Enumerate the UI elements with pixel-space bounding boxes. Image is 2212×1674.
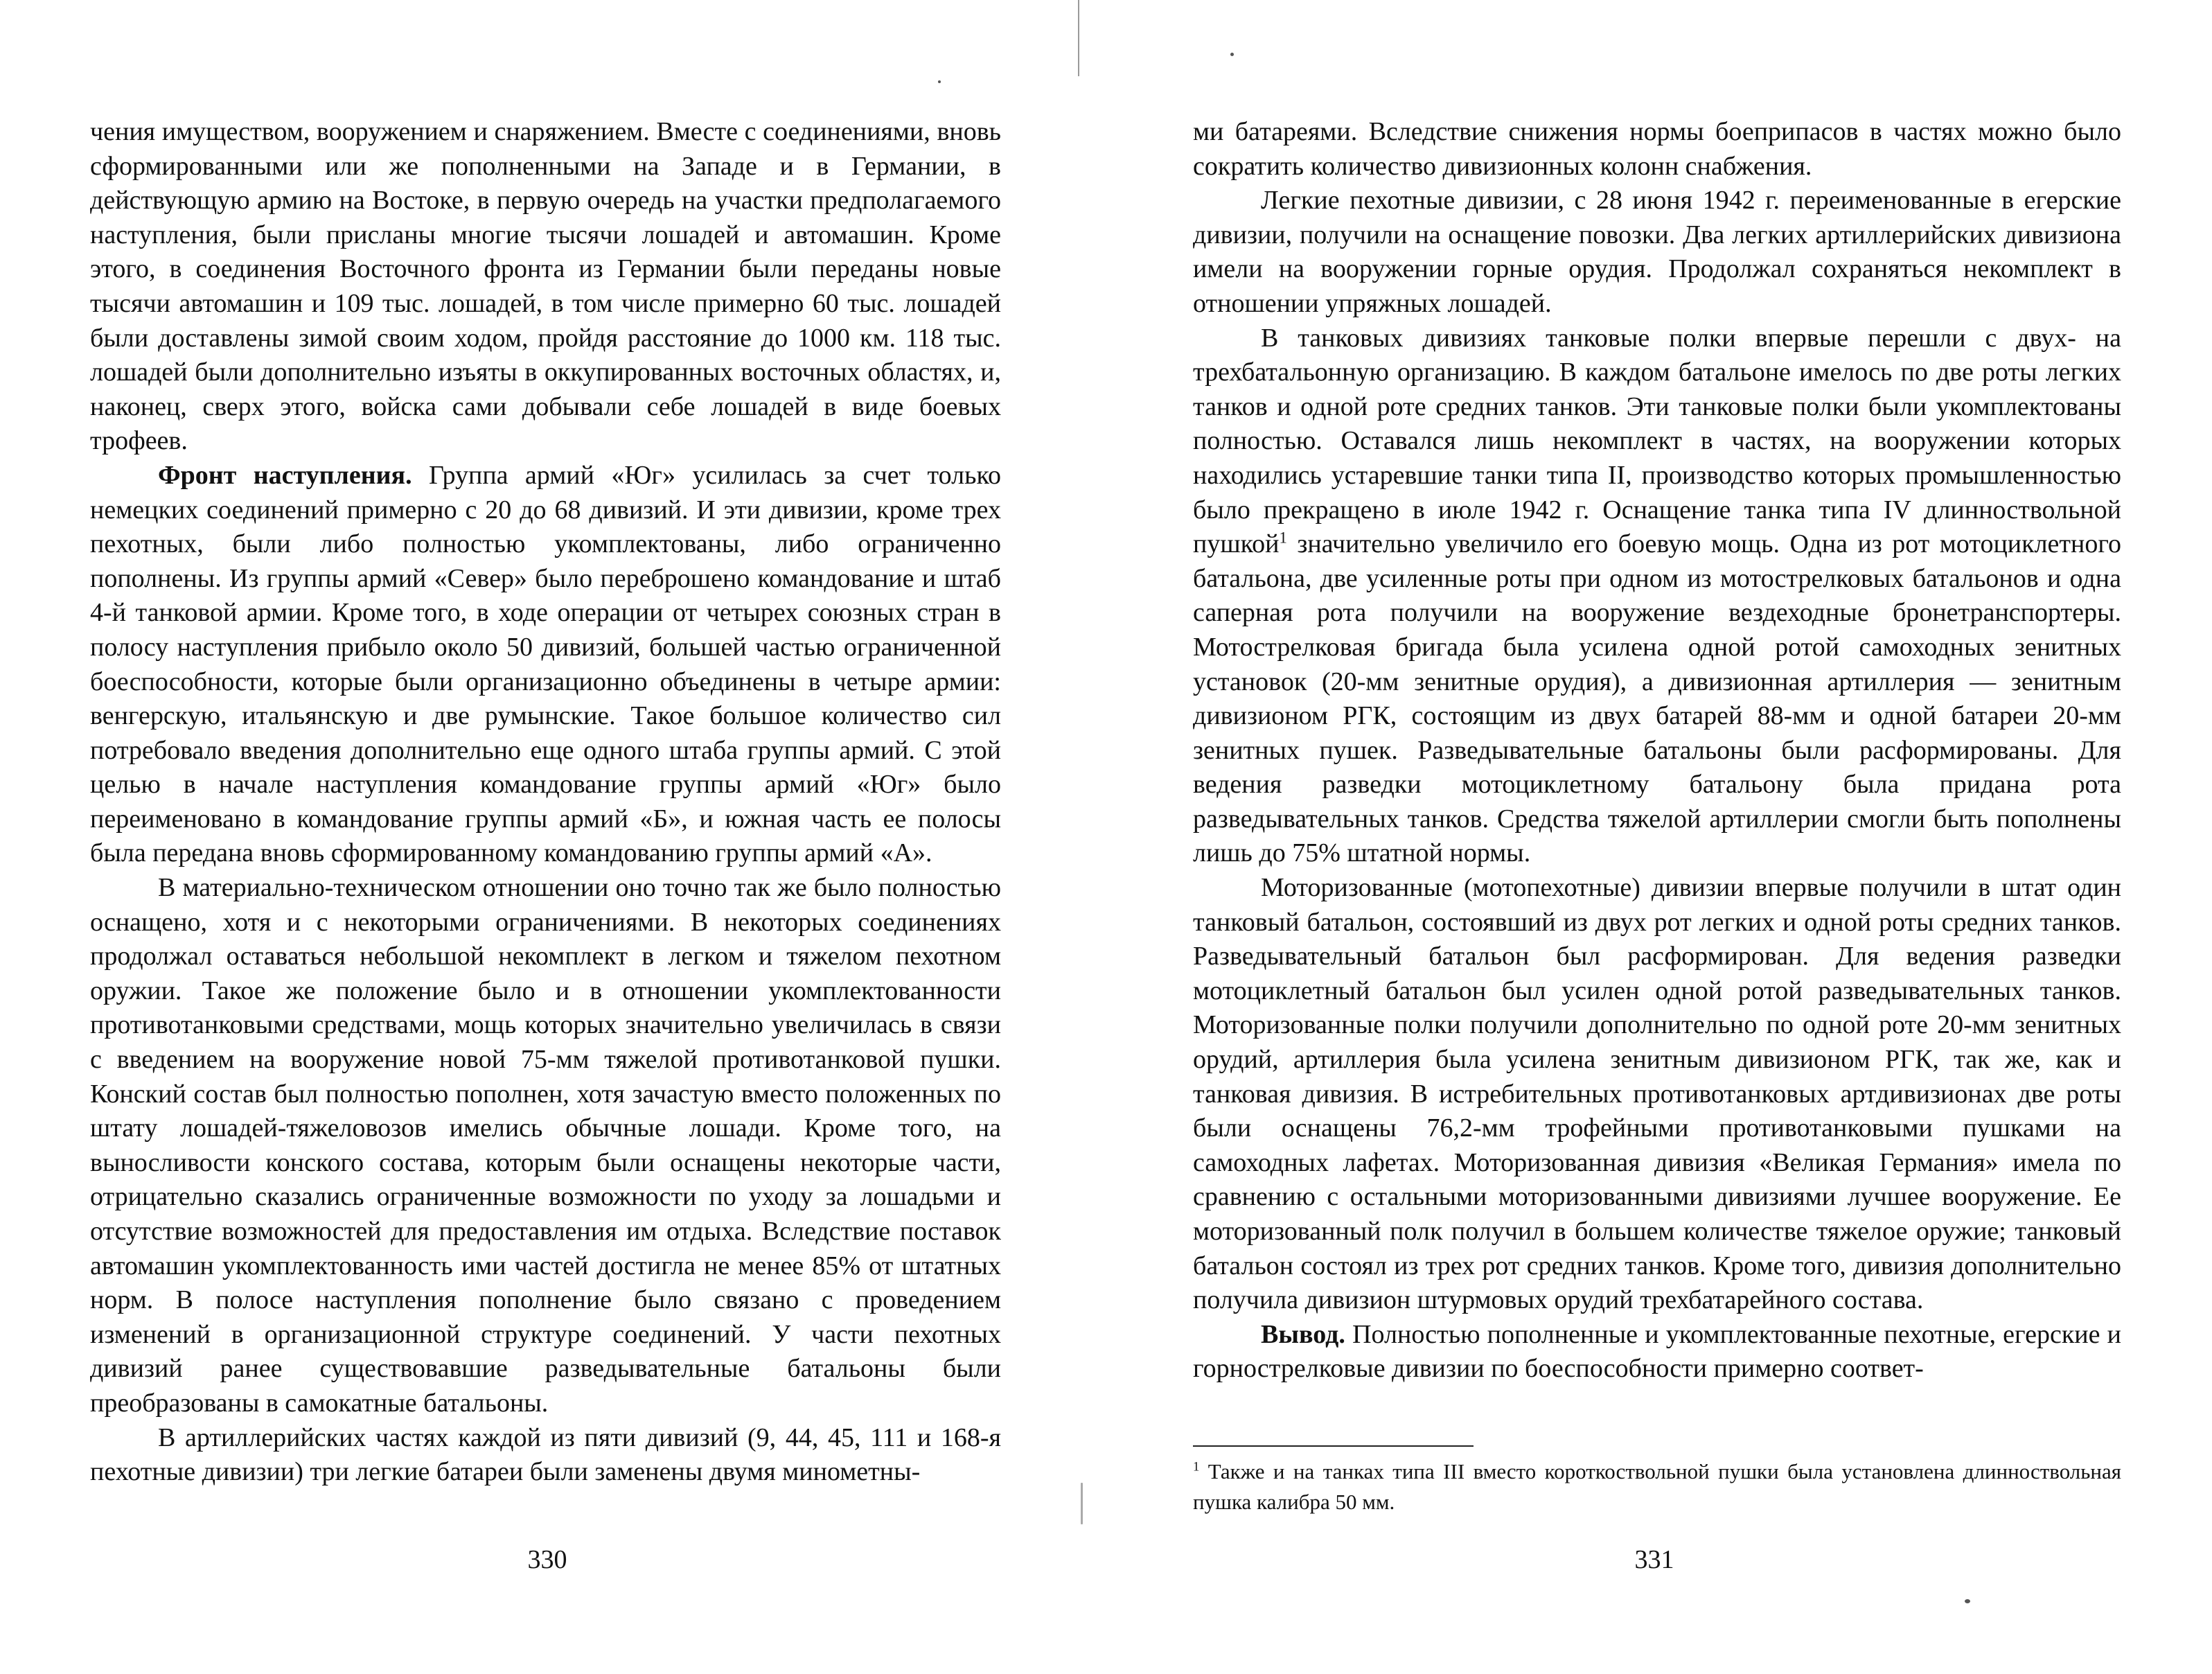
scan-speck [1081,1483,1083,1524]
paragraph-heading: Вывод. [1261,1319,1345,1349]
right-page [1079,0,2212,1674]
footnote-number: 1 [1193,1459,1200,1474]
footnote-rule [1193,1445,1474,1447]
paragraph: В материально-техническом отношении оно точно так же было полностью оснащено, хотя и с некоторыми ограничениями. В некоторых соединениях продолжал оставаться небольшой некомплект в легком и тяжелом пехотном оружии. Такое же положение было и в отношении укомплектованности противотанковыми средствами, мощь которых значительно увеличилась в связи с введением на вооружение новой 75-мм тяжелой противотанковой пушки. Конский состав был полностью пополнен, хотя зачастую вместо положенных по штату лошадей-тяжеловозов имелись обычные лошади. Кроме того, на выносливости конского состава, которым были оснащены некоторые части, отрицательно сказались ограниченные возможности по уходу за лошадьми и отсутствие возможностей для предоставления им отдыха. Вследствие поставок автомашин укомплектованность ими частей достигла не менее 85% от штатных норм. В полосе наступления пополнение было связано с проведением изменений в организационной структуре соединений. У части пехотных дивизий ранее существовавшие разведывательные батальоны были преобразованы в самокатные батальоны. [90,873,1001,1418]
paragraph-heading: Фронт наступления. [158,460,412,490]
page-number: 330 [527,1545,567,1574]
paragraph: Легкие пехотные дивизии, с 28 июня 1942 г. переименованные в егерские дивизии, получили на оснащение повозки. Два легких артиллерийских дивизиона имели на вооружении горные орудия. Продолжал сохраняться некомплект в отношении упряжных лошадей. [1193,186,2121,318]
page-number: 331 [1634,1545,1674,1574]
scan-speck [1230,53,1234,56]
scan-speck [1965,1599,1970,1603]
paragraph: Фронт наступления. Группа армий «Юг» усилилась за счет только немецких соединений примерно с 20 до 68 дивизий. И эти дивизии, кроме трех пехотных, были либо полностью укомплектованы, либо ограниченно пополнены. Из группы армий «Север» было переброшено командование и штаб 4-й танковой армии. Кроме того, в ходе операции от четырех союзных стран в полосу наступления прибыло около 50 дивизий, большей частью ограниченной боеспособности, которые были организационно объединены в четыре армии: венгерскую, итальянскую и две румынские. Такое большое количество сил потребовало введения дополнительно еще одного штаба группы армий. С этой целью в начале наступления командование группы армий «Юг» было переименовано в командование группы армий «Б», и южная часть ее полосы была передана вновь сформированному командованию группы армий «А». [90,460,1001,868]
footnote-marker[interactable]: 1 [1279,529,1287,547]
right-page-text [1193,115,2121,1386]
footnote: $^1$ Также и на танках типа III вместо короткоствольной пушки была установлена длинноствольная пушка калибра 50 мм. [1193,1459,2121,1514]
paragraph: ми батареями. Вследствие снижения нормы боеприпасов в частях можно было сократить количество дивизионных колонн снабжения. [1193,117,2121,181]
scan-speck [938,80,941,83]
paragraph: чения имуществом, вооружением и снаряжением. Вместе с соединениями, вновь сформированными или же пополненными на Западе и в Германии, в действующую армию на Востоке, в первую очередь на участки предполагаемого наступления, были присланы многие тысячи лошадей и автомашин. Кроме этого, в соединения Восточного фронта из Германии были переданы новые тысячи автомашин и 109 тыс. лошадей, в том числе примерно 60 тыс. лошадей были доставлены зимой своим ходом, пройдя расстояние до 1000 км. 118 тыс. лошадей были дополнительно изъяты в оккупированных восточных областях, и, наконец, сверх этого, войска сами добывали себе лошадей в виде боевых трофеев. [90,117,1001,456]
paragraph: В танковых дивизиях танковые полки впервые перешли с двух- на трехбатальонную организацию. В каждом батальоне имелось по две роты легких танков и одной роте средних танков. Эти танковые полки были укомплектованы полностью. Оставался лишь некомплект в частях, на вооружении которых находились устаревшие танки типа II, производство которых промышленностью было прекращено в июле 1942 г. Оснащение танка типа IV длинноствольной пушкой$^1$ значительно увеличило его боевую мощь. Одна из рот мотоциклетного батальона, две усиленные роты при одном из мотострелковых батальонов и одна саперная рота получили на вооружение вездеходные бронетранспортеры. Мотострелковая бригада была усилена одной ротой самоходных зенитных установок (20-мм зенитные орудия), а дивизионная артиллерия — зенитным дивизионом РГК, состоящим из двух батарей 88-мм и одной батареи 20-мм зенитных пушек. Разведывательные батальоны были расформированы. Для ведения разведки мотоциклетному батальону была придана рота разведывательных танков. Средства тяжелой артиллерии смогли быть пополнены лишь до 75% штатной нормы. [1193,323,2121,868]
left-page-text [90,115,1001,1490]
paragraph: В артиллерийских частях каждой из пяти дивизий (9, 44, 45, 111 и 168-я пехотные дивизии) три легкие батареи были заменены двумя минометны- [90,1422,1001,1487]
paragraph: Моторизованные (мотопехотные) дивизии впервые получили в штат один танковый батальон, состоявший из двух рот легких и одной роты средних танков. Разведывательный батальон был расформирован. Для ведения разведки мотоциклетный батальон был усилен одной ротой разведывательных танков. Моторизованные полки получили дополнительно по одной роте 20-мм зенитных орудий, артиллерия была усилена зенитным дивизионом РГК, так же, как и танковая дивизия. В истребительных противотанковых артдивизионах две роты были оснащены 76,2-мм трофейными противотанковыми пушками на самоходных лафетах. Моторизованная дивизия «Великая Германия» имела по сравнению с остальными моторизованными дивизиями лучшее вооружение. Ее моторизованный полк получил в большем количестве тяжелое оружие; танковый батальон состоял из трех рот средних танков. Кроме того, дивизия дополнительно получила дивизион штурмовых орудий трехбатарейного состава. [1193,873,2121,1315]
paragraph: Вывод. Полностью пополненные и укомплектованные пехотные, егерские и горнострелковые дивизии по боеспособности примерно соответ- [1193,1319,2121,1384]
left-page [0,0,1078,1674]
